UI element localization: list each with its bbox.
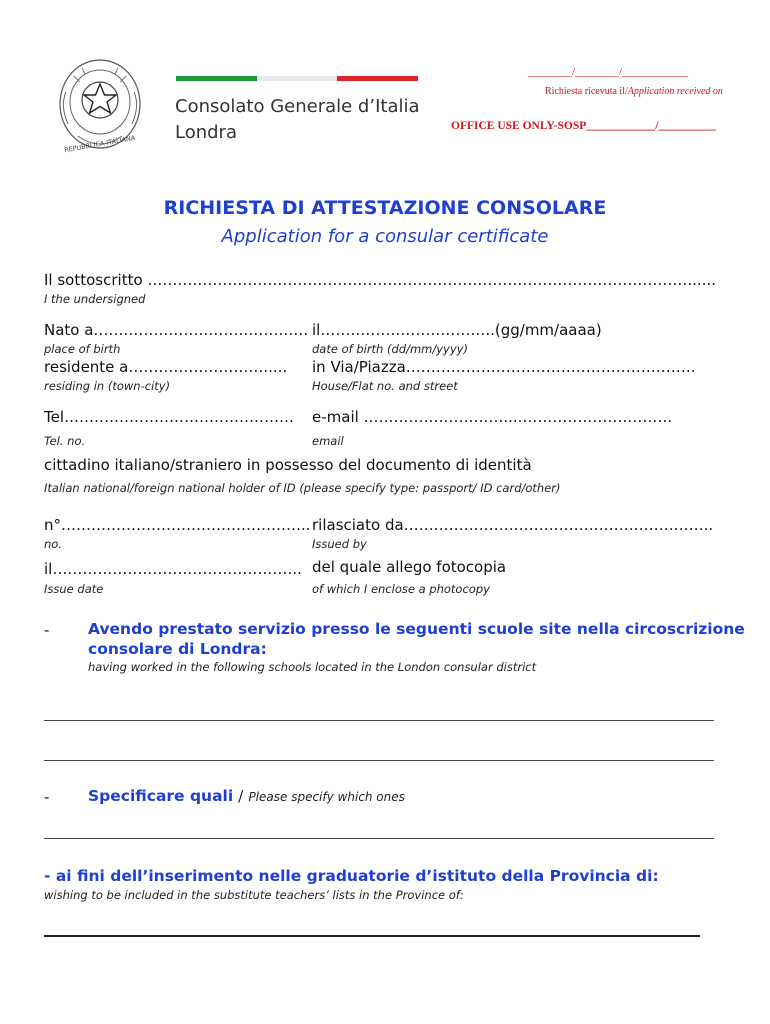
street-sub: House/Flat no. and street [312, 379, 458, 393]
specify-separator: / [238, 787, 244, 805]
received-label [545, 86, 723, 97]
issue-date-sub: Issue date [44, 582, 104, 596]
tel-sub: Tel. no. [44, 434, 86, 448]
birthplace-field[interactable]: Nato a……………………………………. [44, 321, 309, 339]
flag-white [257, 76, 338, 81]
citizenship-line: cittadino italiano/straniero in possesso del documento di identità [44, 456, 532, 474]
schools-heading-line2: consolare di Londra: [88, 640, 267, 658]
received-label-en: Application received on [627, 86, 723, 97]
photocopy-sub: of which I enclose a photocopy [312, 582, 490, 596]
birthdate-sub: date of birth (dd/mm/yyyy) [312, 342, 468, 356]
purpose-sub: wishing to be included in the substitute teachers’ lists in the Province of: [44, 888, 464, 902]
italian-republic-emblem [52, 52, 148, 156]
flag-green [176, 76, 257, 81]
issued-by-field[interactable]: rilasciato da…………………………………………………….. [312, 516, 714, 534]
received-label-it: Richiesta ricevuta il/ [545, 86, 628, 97]
page-subtitle: Application for a consular certificate [221, 226, 549, 247]
schools-line-1[interactable] [44, 720, 714, 721]
document-number-field[interactable]: n°………………………………………….. [44, 516, 311, 534]
residence-field[interactable]: residente a………………………..... [44, 358, 288, 376]
flag-red [337, 76, 418, 81]
birthplace-sub: place of birth [44, 342, 121, 356]
schools-heading-en: having worked in the following schools located in the London consular district [88, 660, 537, 674]
svg-text:REPUBBLICA ITALIANA: REPUBBLICA ITALIANA [63, 133, 136, 155]
specify-heading-it: Specificare quali [88, 787, 234, 805]
undersigned-sub: I the undersigned [44, 292, 146, 306]
bullet-specify: - [44, 788, 50, 806]
birthdate-field[interactable]: il……………………………..(gg/mm/aaaa) [312, 321, 602, 339]
schools-heading-line1: Avendo prestato servizio presso le seguenti scuole site nella circoscrizione [88, 620, 745, 638]
document-number-sub: no. [44, 537, 62, 551]
email-field[interactable]: e-mail ……………………….....………………………… [312, 408, 673, 426]
tel-field[interactable]: Tel………………………………………. [44, 408, 294, 426]
issued-by-sub: Issued by [312, 537, 367, 551]
org-name-line2: Londra [175, 122, 237, 143]
email-sub: email [312, 434, 344, 448]
street-field[interactable]: in Via/Piazza…………………………………………………. [312, 358, 696, 376]
specify-heading-en: Please specify which ones [248, 790, 405, 804]
province-line[interactable] [44, 935, 700, 937]
flag-bar [176, 76, 418, 81]
org-name-line1: Consolato Generale d’Italia [175, 96, 420, 117]
schools-line-2[interactable] [44, 760, 714, 761]
citizenship-sub: Italian national/foreign national holder of ID (please specify type: passport/ ID card/other) [44, 481, 561, 495]
specify-heading [88, 786, 405, 805]
undersigned-field[interactable]: Il sottoscritto ………………………………………………………………………………………………...... [44, 271, 717, 289]
office-date-line: ________/________/____________ [528, 66, 689, 78]
issue-date-field[interactable]: il………………………………………….. [44, 560, 302, 578]
bullet-schools: - [44, 621, 50, 639]
specify-line[interactable] [44, 838, 714, 839]
page-title: RICHIESTA DI ATTESTAZIONE CONSOLARE [163, 197, 607, 219]
photocopy-line: del quale allego fotocopia [312, 558, 507, 576]
office-use-label: OFFICE USE ONLY-SOSP____________/__________ [451, 120, 716, 132]
purpose-heading: - ai fini dell’inserimento nelle graduatorie d’istituto della Provincia di: [44, 867, 659, 885]
residence-sub: residing in (town-city) [44, 379, 171, 393]
